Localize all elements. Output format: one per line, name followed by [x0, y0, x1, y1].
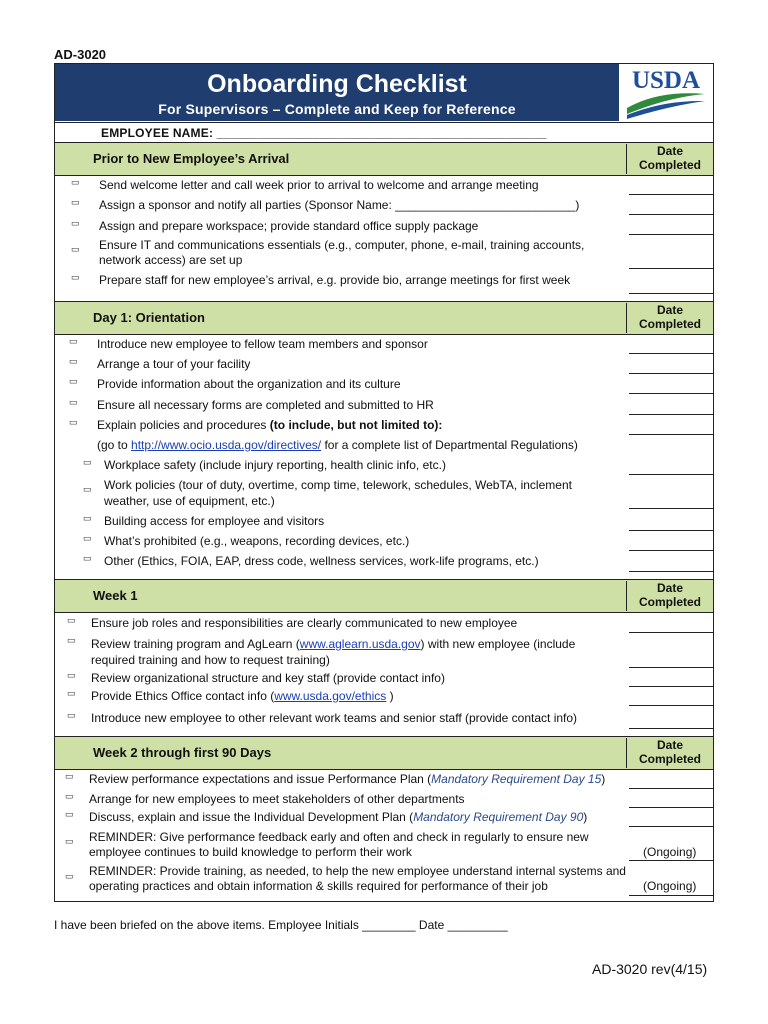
- date-line[interactable]: [629, 508, 713, 509]
- list-item: Prepare staff for new employee’s arrival, e.g. provide bio, arrange meetings for first week: [99, 273, 571, 287]
- date-line[interactable]: [629, 293, 713, 294]
- checkbox[interactable]: ▭: [67, 688, 76, 698]
- checkbox[interactable]: ▭: [69, 376, 78, 386]
- date-line[interactable]: [629, 393, 713, 394]
- date-line[interactable]: [629, 550, 713, 551]
- checkbox[interactable]: ▭: [69, 397, 78, 407]
- directives-link[interactable]: http://www.ocio.usda.gov/directives/: [131, 438, 322, 452]
- page-title: Onboarding Checklist: [207, 70, 467, 98]
- list-item: Review organizational structure and key staff (provide contact info): [91, 671, 445, 685]
- employee-acknowledgement: I have been briefed on the above items. Employee Initials ________ Date _________: [54, 918, 508, 932]
- checkbox[interactable]: ▭: [71, 244, 80, 254]
- section-title: Day 1: Orientation: [93, 310, 205, 325]
- date-line[interactable]: [629, 234, 713, 235]
- date-line[interactable]: [629, 571, 713, 572]
- checkbox[interactable]: ▭: [83, 457, 92, 467]
- date-line[interactable]: [629, 788, 713, 789]
- checkbox[interactable]: ▭: [65, 791, 74, 801]
- usda-logo-text: USDA: [631, 67, 701, 94]
- section-title: Week 1: [93, 588, 138, 603]
- section-week2-header: [55, 736, 713, 770]
- date-line[interactable]: [629, 474, 713, 475]
- section-prior-header: [55, 142, 713, 176]
- list-item: Introduce new employee to fellow team members and sponsor: [97, 337, 428, 351]
- checkbox[interactable]: ▭: [69, 356, 78, 366]
- date-line[interactable]: [629, 728, 713, 729]
- page-subtitle: For Supervisors – Complete and Keep for Reference: [158, 101, 516, 117]
- section-day1-header: [55, 301, 713, 335]
- date-line[interactable]: [629, 268, 713, 269]
- checkbox[interactable]: ▭: [83, 533, 92, 543]
- date-line[interactable]: [629, 530, 713, 531]
- date-line[interactable]: [629, 667, 713, 668]
- date-line[interactable]: [629, 705, 713, 706]
- section-title: Week 2 through first 90 Days: [93, 745, 272, 760]
- reminder-item: REMINDER: Provide training, as needed, to help the new employee understand internal systems and operating practices and obtain information & skills required for performance of their job: [89, 864, 626, 893]
- checkbox[interactable]: ▭: [65, 871, 74, 881]
- list-item: Assign and prepare workspace; provide standard office supply package: [99, 219, 479, 233]
- checkbox[interactable]: ▭: [67, 710, 76, 720]
- date-line[interactable]: [629, 826, 713, 827]
- checkbox[interactable]: ▭: [83, 553, 92, 563]
- ethics-link[interactable]: www.usda.gov/ethics: [274, 689, 387, 703]
- list-item: Ensure IT and communications essentials (e.g., computer, phone, e-mail, training accounts, network access) are set up: [99, 238, 585, 267]
- checkbox[interactable]: ▭: [71, 197, 80, 207]
- date-line[interactable]: [629, 373, 713, 374]
- list-subitem: Other (Ethics, FOIA, EAP, dress code, wellness services, work-life programs, etc.): [104, 554, 539, 568]
- date-line[interactable]: [629, 434, 713, 435]
- checkbox[interactable]: ▭: [83, 513, 92, 523]
- checkbox[interactable]: ▭: [69, 417, 78, 427]
- checkbox[interactable]: ▭: [69, 336, 78, 346]
- date-line[interactable]: [629, 895, 713, 896]
- list-item: Discuss, explain and issue the Individual Development Plan (Mandatory Requirement Day 90): [89, 810, 588, 824]
- ongoing-label: (Ongoing): [643, 879, 697, 893]
- checklist-sheet: [54, 63, 714, 902]
- checkbox[interactable]: ▭: [67, 615, 76, 625]
- checkbox[interactable]: ▭: [67, 670, 76, 680]
- employee-name-row: [55, 122, 713, 143]
- date-completed-header: Date Completed: [626, 738, 713, 768]
- checkbox[interactable]: ▭: [65, 771, 74, 781]
- section-week1-header: [55, 579, 713, 613]
- reminder-item: REMINDER: Give performance feedback early and often and check in regularly to ensure new employee continues to build knowledge to perform their work: [89, 830, 589, 859]
- date-line[interactable]: [629, 632, 713, 633]
- checkbox[interactable]: ▭: [71, 218, 80, 228]
- list-item-policies: Explain policies and procedures (to include, but not limited to):: [97, 418, 443, 432]
- date-line[interactable]: [629, 414, 713, 415]
- date-completed-header: Date Completed: [626, 303, 713, 333]
- date-line[interactable]: [629, 194, 713, 195]
- list-item: Introduce new employee to other relevant work teams and senior staff (provide contact info): [91, 711, 578, 725]
- list-subitem: What’s prohibited (e.g., weapons, recording devices, etc.): [104, 534, 410, 548]
- title-banner: [55, 64, 619, 121]
- checkbox[interactable]: ▭: [71, 177, 80, 187]
- usda-logo-icon: [619, 64, 713, 121]
- checkbox[interactable]: ▭: [65, 836, 74, 846]
- section-title: Prior to New Employee’s Arrival: [93, 151, 290, 166]
- list-item: Send welcome letter and call week prior to arrival to welcome and arrange meeting: [99, 178, 539, 192]
- checkbox[interactable]: ▭: [67, 635, 76, 645]
- list-item: Ensure all necessary forms are completed and submitted to HR: [97, 398, 434, 412]
- usda-logo: [619, 64, 713, 121]
- list-item: Assign a sponsor and notify all parties (Sponsor Name: ___________________________): [99, 198, 580, 212]
- checkbox[interactable]: ▭: [65, 809, 74, 819]
- list-item: Arrange for new employees to meet stakeholders of other departments: [89, 792, 465, 806]
- checkbox[interactable]: ▭: [71, 272, 80, 282]
- revision-label: AD-3020 rev(4/15): [592, 961, 708, 977]
- date-completed-header: Date Completed: [626, 581, 713, 611]
- date-line[interactable]: [629, 353, 713, 354]
- date-line[interactable]: [629, 860, 713, 861]
- list-item: Review training program and AgLearn (www.aglearn.usda.gov) with new employee (include required training and how to request training): [91, 637, 576, 667]
- list-item: Review performance expectations and issue Performance Plan (Mandatory Requirement Day 15): [89, 772, 606, 786]
- date-completed-header: Date Completed: [626, 144, 713, 174]
- list-subitem: Building access for employee and visitors: [104, 514, 325, 528]
- date-line[interactable]: [629, 807, 713, 808]
- date-line[interactable]: [629, 214, 713, 215]
- date-line[interactable]: [629, 686, 713, 687]
- aglearn-link[interactable]: www.aglearn.usda.gov: [299, 637, 421, 651]
- list-item: Provide information about the organization and its culture: [97, 377, 401, 391]
- checkbox[interactable]: ▭: [83, 484, 92, 494]
- list-item: Provide Ethics Office contact info (www.usda.gov/ethics ): [91, 689, 394, 703]
- list-subitem: Work policies (tour of duty, overtime, comp time, telework, schedules, WebTA, inclement weather, use of equipment, etc.): [104, 478, 572, 508]
- list-item: Arrange a tour of your facility: [97, 357, 251, 371]
- ongoing-label: (Ongoing): [643, 845, 697, 859]
- form-id: AD-3020: [54, 47, 107, 62]
- list-subitem: Workplace safety (include injury reporting, health clinic info, etc.): [104, 458, 446, 472]
- list-item: Ensure job roles and responsibilities are clearly communicated to new employee: [91, 616, 518, 630]
- employee-name-label[interactable]: EMPLOYEE NAME: ________________________________________________: [101, 126, 547, 140]
- directives-note: (go to http://www.ocio.usda.gov/directives/ for a complete list of Departmental Regulations): [97, 438, 578, 452]
